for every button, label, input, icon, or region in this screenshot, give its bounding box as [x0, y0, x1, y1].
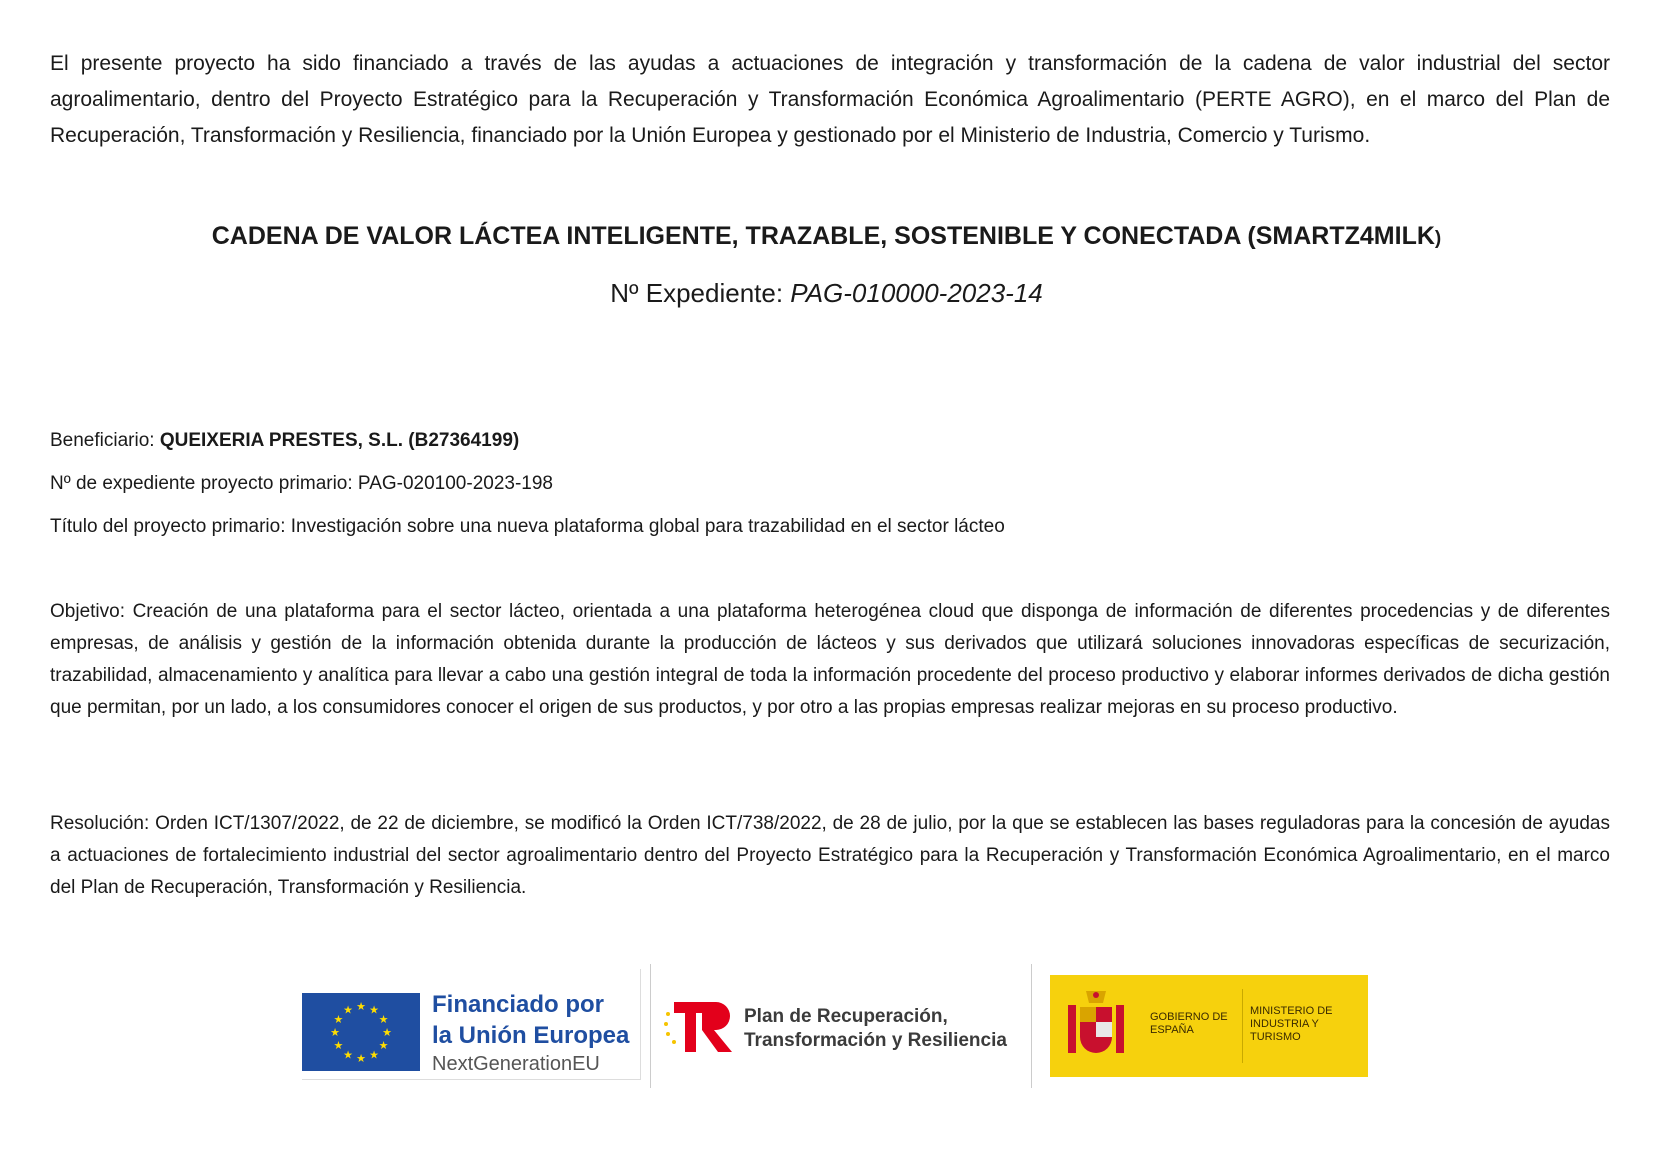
eu-flag-icon [302, 993, 420, 1071]
titulo-primario-line: Título del proyecto primario: Investigación sobre una nueva plataforma global para trazabilidad en el sector lácteo [50, 516, 1005, 537]
eu-star-icon: ★ [356, 1053, 366, 1065]
gobierno-divider [1242, 989, 1243, 1063]
prtr-logo-icon [662, 994, 738, 1060]
eu-funding-logo [302, 969, 641, 1080]
eu-star-icon: ★ [333, 1040, 344, 1052]
prtr-logo [662, 994, 1012, 1064]
project-title-text: CADENA DE VALOR LÁCTEA INTELIGENTE, TRAZABLE, SOSTENIBLE Y CONECTADA (SMARTZ4MILK [211, 222, 1435, 250]
eu-logo-line3: NextGenerationEU [432, 1053, 600, 1075]
project-title [0, 222, 1653, 251]
eu-star-icon: ★ [356, 1001, 366, 1013]
beneficiario-line [50, 428, 1610, 454]
funding-logos [290, 964, 1370, 1090]
objetivo-paragraph: Objetivo: Creación de una plataforma para el sector lácteo, orientada a una plataforma heterogénea cloud que disponga de información de diferentes procedencias y de diferentes empresas, de análisis y gestión de la información obtenida durante la producción de lácteos y sus derivados que utilizará soluciones innovadoras específicas de securización, trazabilidad, almacenamiento y analítica para llevar a cabo una gestión integral de toda la información procedente del proceso productivo y elaborar informes derivados de dicha gestión que permitan, por un lado, a los consumidores conocer el origen de sus productos, y por otro a las propias empresas realizar mejoras en su proceso productivo. [50, 601, 1610, 718]
eu-star-icon: ★ [382, 1027, 392, 1039]
eu-logo-line2: la Unión Europea [432, 1022, 630, 1049]
eu-star-icon: ★ [369, 1004, 379, 1017]
logo-divider [650, 964, 651, 1088]
eu-star-icon: ★ [369, 1049, 379, 1062]
expediente-primario-line: Nº de expediente proyecto primario: PAG-020100-2023-198 [50, 473, 553, 494]
expediente-label: Nº Expediente: [610, 278, 791, 308]
eu-star-icon: ★ [378, 1014, 389, 1026]
logo-divider [1031, 964, 1032, 1088]
ministerio-text: MINISTERIO DE INDUSTRIA Y TURISMO [1250, 1005, 1333, 1043]
resolucion-paragraph: Resolución: Orden ICT/1307/2022, de 22 de diciembre, se modificó la Orden ICT/738/2022, de 28 de julio, por la que se establecen las bases reguladoras para la concesión de ayudas a actuaciones de fortalecimiento industrial del sector agroalimentario dentro del Proyecto Estratégico para la Recuperación y Transformación Económica Agroalimentario, en el marco del Plan de Recuperación, Transformación y Resiliencia. [50, 813, 1610, 898]
gobierno-text: GOBIERNO DE ESPAÑA [1150, 1011, 1228, 1036]
prtr-logo-line1: Plan de Recuperación, [744, 1006, 948, 1027]
expediente-line [0, 278, 1653, 309]
eu-star-icon: ★ [343, 1049, 353, 1062]
beneficiario-value: QUEIXERIA PRESTES, S.L. (B27364199) [159, 430, 520, 451]
eu-star-icon: ★ [343, 1004, 353, 1017]
eu-star-icon: ★ [330, 1027, 340, 1039]
spain-coat-of-arms-icon [1066, 987, 1126, 1065]
beneficiario-label: Beneficiario: [50, 430, 160, 451]
expediente-value: PAG-010000-2023-14 [790, 278, 1043, 308]
eu-star-icon: ★ [378, 1040, 389, 1052]
eu-logo-line1: Financiado por [432, 991, 605, 1018]
eu-star-icon: ★ [333, 1014, 344, 1026]
gobierno-logo [1050, 975, 1368, 1077]
intro-paragraph: El presente proyecto ha sido financiado a través de las ayudas a actuaciones de integración y transformación de la cadena de valor industrial del sector agroalimentario, dentro del Proyecto Estratégico para la Recuperación y Transformación Económica Agroalimentario (PERTE AGRO), en el marco del Plan de Recuperación, Transformación y Resiliencia, financiado por la Unión Europea y gestionado por el Ministerio de Industria, Comercio y Turismo. [50, 52, 1610, 147]
project-title-close: ) [1434, 228, 1442, 249]
prtr-logo-line2: Transformación y Resiliencia [744, 1030, 1007, 1051]
